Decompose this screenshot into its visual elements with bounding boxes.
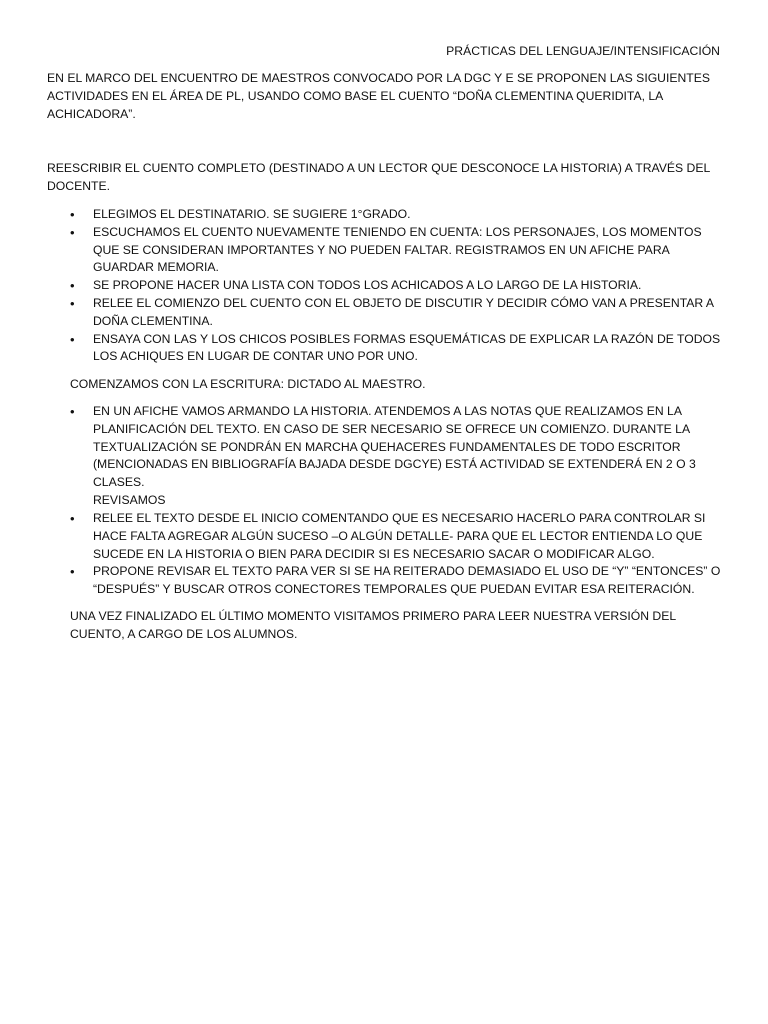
list-item-text: RELEE EL TEXTO DESDE EL INICIO COMENTANDO QUE ES NECESARIO HACERLO PARA CONTROLAR SI HACE FALTA AGREGAR ALGÚN SUCESO –O ALGÚN DETALLE- PARA QUE EL LECTOR ENTIENDA LO QUE SUCEDE EN LA HISTORIA O BIEN PARA DECIDIR SI ES NECESARIO SACAR O MODIFICAR ALGO. — [93, 511, 706, 561]
list-item — [47, 206, 723, 224]
list-item-text: ENSAYA CON LAS Y LOS CHICOS POSIBLES FORMAS ESQUEMÁTICAS DE EXPLICAR LA RAZÓN DE TODOS LOS ACHIQUES EN LUGAR DE CONTAR UNO POR UNO. — [93, 331, 721, 364]
bullet-icon: • — [70, 331, 75, 347]
bullet-icon: • — [70, 207, 75, 222]
bullet-icon: • — [70, 564, 75, 580]
list-item — [47, 224, 723, 277]
bullet-icon: • — [70, 295, 75, 311]
list-item — [47, 295, 723, 331]
writing-list — [47, 403, 723, 492]
page-header: PRÁCTICAS DEL LENGUAJE/INTENSIFICACIÓN — [446, 44, 720, 58]
list-item — [47, 403, 723, 492]
list-item-text: SE PROPONE HACER UNA LISTA CON TODOS LOS ACHICADOS A LO LARGO DE LA HISTORIA. — [93, 278, 642, 293]
list-item — [47, 563, 723, 599]
list-item-text: ESCUCHAMOS EL CUENTO NUEVAMENTE TENIENDO EN CUENTA: LOS PERSONAJES, LOS MOMENTOS QUE SE CONSIDERAN IMPORTANTES Y NO PUEDEN FALTAR. REGISTRAMOS EN UN AFICHE PARA GUARDAR MEMORIA. — [93, 224, 702, 275]
section-heading-review: REVISAMOS — [93, 493, 166, 507]
section-heading-writing: COMENZAMOS CON LA ESCRITURA: DICTADO AL MAESTRO. — [70, 377, 426, 391]
list-item — [47, 510, 723, 563]
list-item-text: ELEGIMOS EL DESTINATARIO. SE SUGIERE 1°GRADO. — [93, 207, 411, 221]
list-item-text: PROPONE REVISAR EL TEXTO PARA VER SI SE HA REITERADO DEMASIADO EL USO DE “Y” “ENTONCES” O “DESPUÉS” Y BUSCAR OTROS CONECTORES TEMPORALES QUE PUEDAN EVITAR ESA REITERACIÓN. — [93, 564, 721, 597]
bullet-icon: • — [70, 404, 75, 419]
list-item — [47, 277, 723, 295]
list-item — [47, 331, 723, 367]
closing-paragraph: UNA VEZ FINALIZADO EL ÚLTIMO MOMENTO VISITAMOS PRIMERO PARA LEER NUESTRA VERSIÓN DEL CUENTO, A CARGO DE LOS ALUMNOS. — [70, 609, 676, 641]
activity-list — [47, 206, 723, 366]
list-item-text: EN UN AFICHE VAMOS ARMANDO LA HISTORIA. ATENDEMOS A LAS NOTAS QUE REALIZAMOS EN LA PLANIFICACIÓN DEL TEXTO. EN CASO DE SER NECESARIO SE OFRECE UN COMIENZO. DURANTE LA TEXTUALIZACIÓN SE PONDRÁN EN MARCHA QUEHACERES FUNDAMENTALES DE TODO ESCRITOR (MENCIONADAS EN BIBLIOGRAFÍA BAJADA DESDE DGCYE) ESTÁ ACTIVIDAD SE EXTENDERÁ EN 2 O 3 CLASES. — [93, 404, 696, 490]
list-item-text: RELEE EL COMIENZO DEL CUENTO CON EL OBJETO DE DISCUTIR Y DECIDIR CÓMO VAN A PRESENTAR A DOÑA CLEMENTINA. — [93, 295, 714, 328]
task-paragraph: REESCRIBIR EL CUENTO COMPLETO (DESTINADO A UN LECTOR QUE DESCONOCE LA HISTORIA) A TRAVÉS DEL DOCENTE. — [47, 161, 710, 193]
bullet-icon: • — [70, 511, 75, 526]
review-list — [47, 510, 723, 599]
bullet-icon: • — [70, 224, 75, 240]
intro-paragraph: EN EL MARCO DEL ENCUENTRO DE MAESTROS CONVOCADO POR LA DGC Y E SE PROPONEN LAS SIGUIENTES ACTIVIDADES EN EL ÁREA DE PL, USANDO COMO BASE EL CUENTO “DOÑA CLEMENTINA QUERIDITA, LA ACHICADORA”. — [47, 71, 711, 121]
bullet-icon: • — [70, 278, 75, 294]
